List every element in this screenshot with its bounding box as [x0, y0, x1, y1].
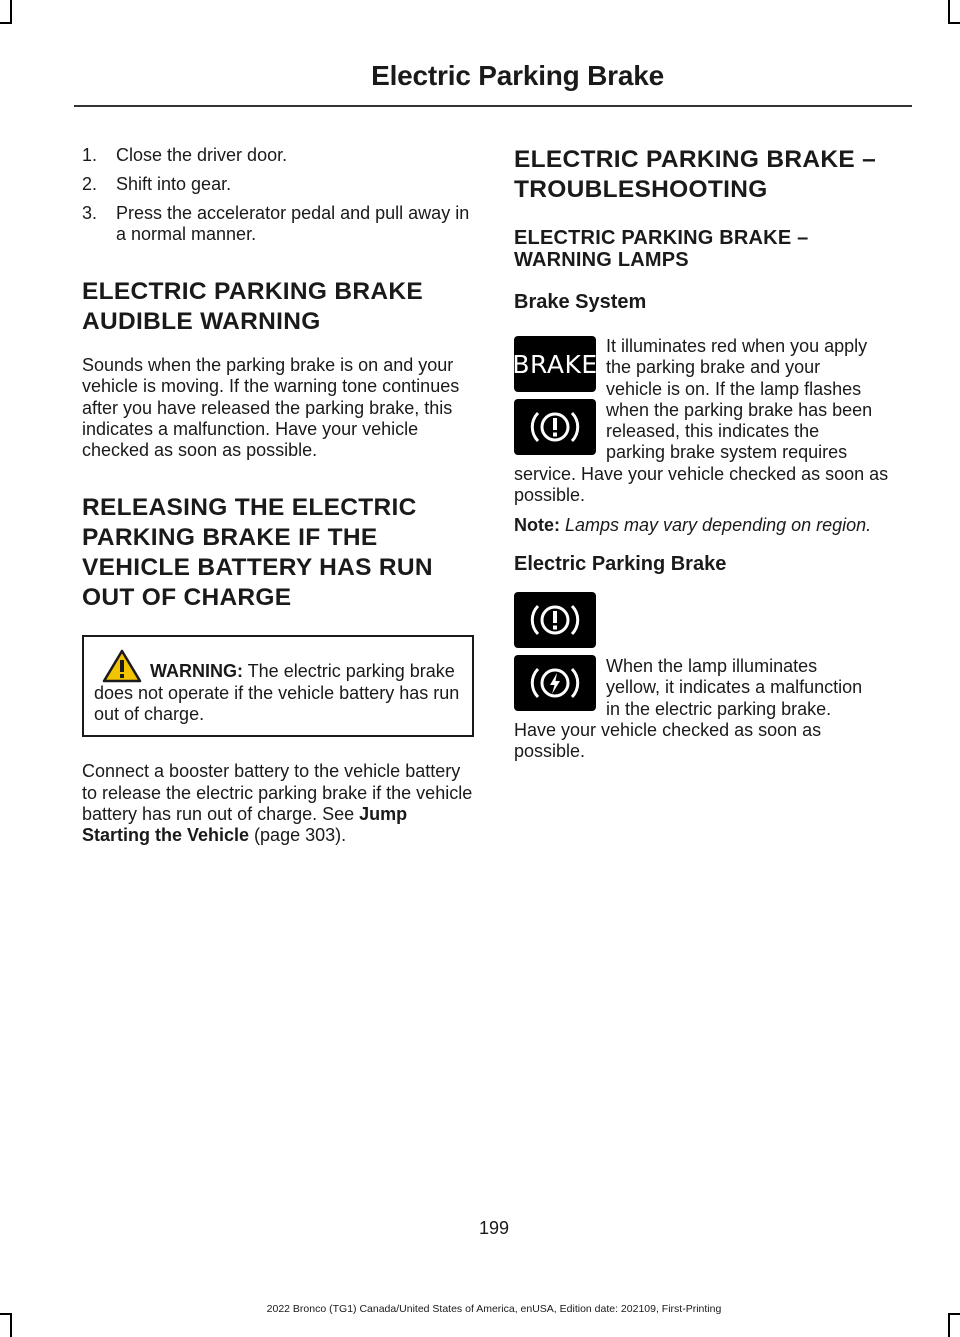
text-line: in the electric parking brake. [606, 698, 832, 719]
footer-edition: 2022 Bronco (TG1) Canada/United States of America, enUSA, Edition date: 202109, First-Printing [266, 1303, 722, 1315]
crop-mark [948, 1315, 950, 1337]
page-title: Electric Parking Brake [371, 60, 664, 91]
steps-list [82, 145, 474, 245]
releasing-heading [82, 493, 474, 613]
text-line: released, this indicates the [606, 421, 820, 442]
list-item [82, 174, 474, 195]
jump-starting-link[interactable]: Jump Starting the Vehicle [82, 804, 408, 846]
text-line: yellow, it indicates a malfunction [606, 677, 863, 698]
heading-line: WARNING LAMPS [514, 249, 689, 271]
text-line: When the lamp illuminates [606, 656, 818, 676]
text-line: parking brake system requires [606, 442, 848, 463]
parking-brake-warning-icon [525, 598, 585, 642]
brake-malfunction-icon [525, 661, 585, 705]
note-label: Note: [514, 515, 560, 535]
right-column [514, 145, 910, 314]
heading-line: VEHICLE BATTERY HAS RUN [82, 554, 433, 582]
heading-line: ELECTRIC PARKING BRAKE – [514, 227, 809, 249]
crop-mark [0, 22, 12, 24]
text-line: the parking brake and your [606, 357, 821, 378]
crop-mark [10, 0, 12, 22]
step-number: 3. [82, 203, 98, 223]
crop-mark [948, 22, 960, 24]
troubleshooting-heading [514, 145, 910, 205]
list-item [82, 145, 474, 166]
parking-brake-lamp [514, 399, 596, 455]
step-text: Press the accelerator pedal and pull away in a normal manner. [116, 203, 470, 244]
note-text: Lamps may vary depending on region. [560, 515, 872, 535]
header-divider [74, 105, 912, 107]
crop-mark [10, 1315, 12, 1337]
page-number: 199 [478, 1218, 510, 1238]
brake-system-description-tail: service. Have your vehicle checked as soon as possible. [514, 464, 889, 506]
warning-box [82, 635, 474, 737]
step-text: Close the driver door. [116, 145, 288, 165]
region-note [514, 515, 914, 536]
warning-lamps-heading [514, 227, 910, 271]
heading-line: PARKING BRAKE IF THE [82, 524, 378, 552]
audible-warning-body: Sounds when the parking brake is on and your vehicle is moving. If the warning tone continues after you have released the parking brake, this indicates a malfunction. Have your vehicle checked as soon as possible. [82, 355, 460, 461]
text-line: vehicle is on. If the lamp flashes [606, 378, 862, 399]
epb-description-tail: Have your vehicle checked as soon as possible. [514, 720, 822, 762]
parking-brake-warning-icon [525, 405, 585, 449]
step-number: 1. [82, 145, 98, 165]
heading-line: TROUBLESHOOTING [514, 176, 768, 203]
warning-triangle-icon [102, 649, 142, 683]
page-reference: (page 303). [249, 825, 347, 846]
step-number: 2. [82, 174, 98, 194]
brake-lamp-label: BRAKE [512, 349, 598, 379]
warning-text: The electric parking brake does not operate if the vehicle battery has run out of charge. [94, 661, 460, 725]
step-text: Shift into gear. [116, 174, 232, 194]
epb-heading: Electric Parking Brake [514, 553, 727, 575]
warning-label: WARNING: [150, 661, 243, 682]
body-text: Connect a booster battery to the vehicle battery to release the electric parking brake if the vehicle battery has run out of charge. See [82, 761, 473, 825]
heading-line: RELEASING THE ELECTRIC [82, 494, 417, 522]
heading-line: AUDIBLE WARNING [82, 308, 321, 335]
heading-line: ELECTRIC PARKING BRAKE [82, 278, 423, 305]
releasing-body [82, 761, 474, 846]
crop-mark [948, 0, 950, 22]
epb-description [606, 656, 916, 720]
audible-warning-heading [82, 277, 474, 337]
list-item [82, 203, 474, 245]
epb-lamp [514, 592, 596, 648]
heading-line: OUT OF CHARGE [82, 584, 292, 612]
heading-line: ELECTRIC PARKING BRAKE – [514, 146, 877, 173]
left-column [82, 145, 474, 847]
text-line: when the parking brake has been [606, 399, 873, 420]
text-line: It illuminates red when you apply [606, 336, 868, 356]
brake-system-description [606, 336, 916, 464]
brake-system-heading: Brake System [514, 291, 647, 313]
epb-malfunction-lamp [514, 655, 596, 711]
brake-lamp [514, 336, 596, 392]
